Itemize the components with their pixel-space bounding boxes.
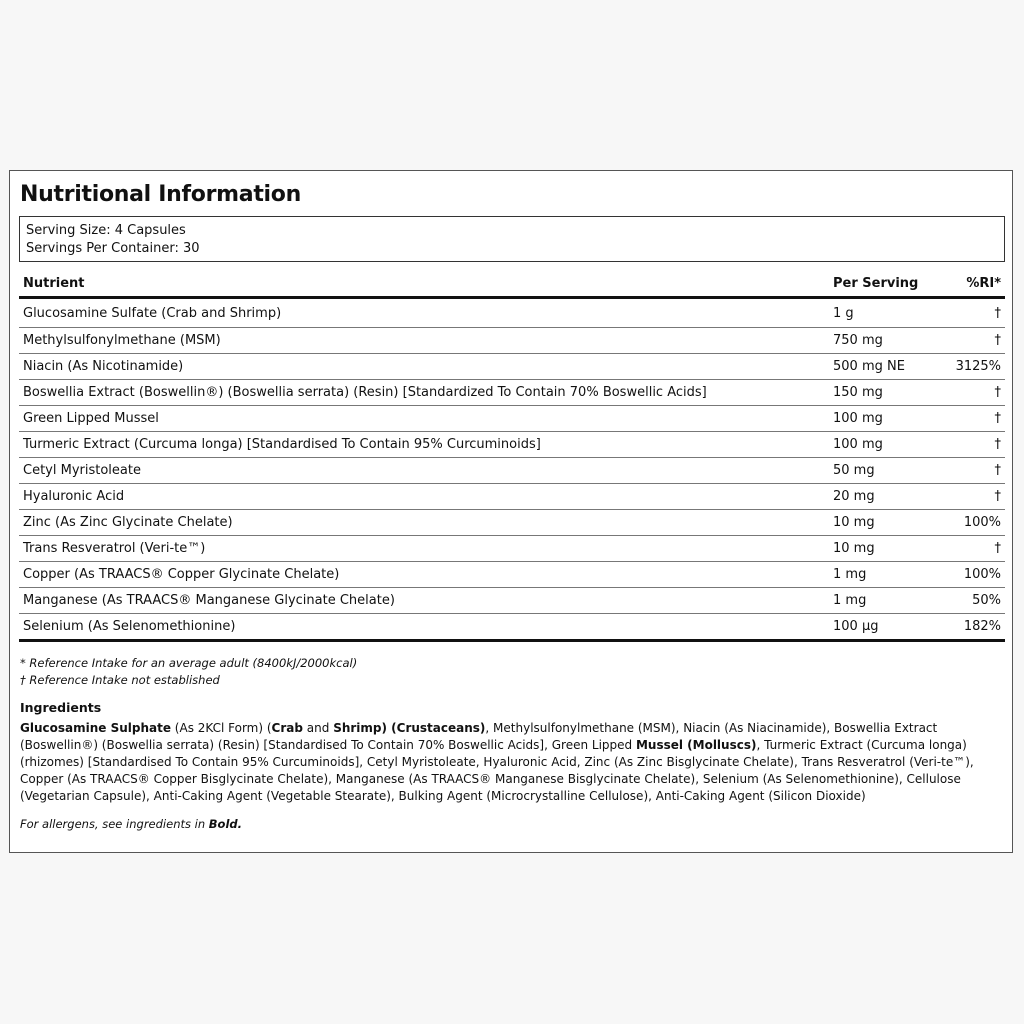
table-row (19, 380, 1005, 406)
ingredients-heading: Ingredients (20, 700, 102, 715)
per-serving-cell: 20 mg (829, 484, 939, 510)
ingredient-segment: (As 2KCl Form) ( (170, 721, 272, 735)
allergen-ingredient: Glucosamine Sulphate (20, 721, 171, 735)
nutrient-name-cell: Manganese (As TRAACS® Manganese Glycinate Chelate) (19, 588, 829, 614)
nutrient-name-cell: Cetyl Myristoleate (19, 458, 829, 484)
footnote-reference-intake: * Reference Intake for an average adult (8400kJ/2000kcal) (20, 656, 358, 670)
header-per-serving: Per Serving (829, 271, 939, 298)
nutrient-name-cell: Turmeric Extract (Curcuma longa) [Standardised To Contain 95% Curcuminoids] (19, 432, 829, 458)
table-body (19, 298, 1005, 641)
ri-cell: † (939, 380, 1005, 406)
ri-cell: † (939, 432, 1005, 458)
allergen-ingredient: Shrimp) (Crustaceans) (333, 721, 486, 735)
ri-cell: 100% (939, 510, 1005, 536)
allergen-ingredient: Crab (271, 721, 303, 735)
ri-cell: 50% (939, 588, 1005, 614)
ingredients-text (20, 720, 1004, 805)
per-serving-cell: 500 mg NE (829, 354, 939, 380)
servings-per-container: Servings Per Container: 30 (26, 240, 200, 256)
footnotes (20, 655, 357, 689)
ingredient-segment: , Methylsulfonylmethane (MSM), Niacin (As Niacinamide), Boswellia Extract (Boswellin®) (Boswellia serrata) (Resin) [Standardised To Contain 70% Boswellic Acids], Green Lipped (20, 721, 938, 752)
table-row (19, 536, 1005, 562)
serving-size: Serving Size: 4 Capsules (26, 223, 186, 238)
nutrient-name-cell: Green Lipped Mussel (19, 406, 829, 432)
ri-cell: 3125% (939, 354, 1005, 380)
table-row (19, 328, 1005, 354)
serving-info-box (19, 216, 1005, 262)
footnote-not-established: † Reference Intake not established (20, 673, 220, 687)
ri-cell: † (939, 458, 1005, 484)
table-row (19, 510, 1005, 536)
nutrient-name-cell: Boswellia Extract (Boswellin®) (Boswellia serrata) (Resin) [Standardized To Contain 70% Boswellic Acids] (19, 380, 829, 406)
allergen-note-text: For allergens, see ingredients in (20, 817, 209, 831)
per-serving-cell: 10 mg (829, 536, 939, 562)
ri-cell: † (939, 328, 1005, 354)
ingredient-segment: and (302, 721, 334, 735)
ri-cell: † (939, 298, 1005, 328)
nutrient-name-cell: Copper (As TRAACS® Copper Glycinate Chelate) (19, 562, 829, 588)
per-serving-cell: 100 mg (829, 406, 939, 432)
ri-cell: † (939, 484, 1005, 510)
per-serving-cell: 750 mg (829, 328, 939, 354)
table-row (19, 406, 1005, 432)
allergen-ingredient: Mussel (Molluscs) (635, 738, 757, 752)
per-serving-cell: 10 mg (829, 510, 939, 536)
table-row (19, 614, 1005, 641)
ri-cell: † (939, 406, 1005, 432)
nutrient-name-cell: Zinc (As Zinc Glycinate Chelate) (19, 510, 829, 536)
allergen-note-bold: Bold. (208, 817, 242, 831)
ri-cell: † (939, 536, 1005, 562)
per-serving-cell: 50 mg (829, 458, 939, 484)
table-row (19, 432, 1005, 458)
per-serving-cell: 100 µg (829, 614, 939, 641)
ingredient-segment: , Turmeric Extract (Curcuma longa) (rhizomes) [Standardised To Contain 95% Curcuminoids], Cetyl Myristoleate, Hyaluronic Acid, Zinc (As Zinc Bisglycinate Chelate), Trans Resveratrol (Veri-te™), Copper (As TRAACS® Copper Bisglycinate Chelate), Manganese (As TRAACS® Manganese Bisglycinate Chelate), Selenium (As Selenomethionine), Cellulose (Vegetarian Capsule), Anti-Caking Agent (Vegetable Stearate), Bulking Agent (Microcrystalline Cellulose), Anti-Caking Agent (Silicon Dioxide) (20, 738, 974, 803)
table-row (19, 458, 1005, 484)
nutrient-name-cell: Glucosamine Sulfate (Crab and Shrimp) (19, 298, 829, 328)
header-ri: %RI* (939, 271, 1005, 298)
table-row (19, 354, 1005, 380)
nutrient-name-cell: Selenium (As Selenomethionine) (19, 614, 829, 641)
table-row (19, 588, 1005, 614)
nutrient-name-cell: Trans Resveratrol (Veri-te™) (19, 536, 829, 562)
nutrition-label (9, 170, 1013, 853)
per-serving-cell: 100 mg (829, 432, 939, 458)
table-row (19, 484, 1005, 510)
nutrient-table (19, 271, 1005, 642)
per-serving-cell: 1 g (829, 298, 939, 328)
table-row (19, 298, 1005, 328)
table-row (19, 562, 1005, 588)
per-serving-cell: 1 mg (829, 588, 939, 614)
nutrient-name-cell: Hyaluronic Acid (19, 484, 829, 510)
nutrient-name-cell: Niacin (As Nicotinamide) (19, 354, 829, 380)
nutrient-name-cell: Methylsulfonylmethane (MSM) (19, 328, 829, 354)
ri-cell: 182% (939, 614, 1005, 641)
table-header-row (19, 271, 1005, 298)
allergen-note (20, 816, 242, 833)
ri-cell: 100% (939, 562, 1005, 588)
header-nutrient: Nutrient (19, 271, 829, 298)
label-title: Nutritional Information (20, 182, 301, 207)
per-serving-cell: 150 mg (829, 380, 939, 406)
per-serving-cell: 1 mg (829, 562, 939, 588)
